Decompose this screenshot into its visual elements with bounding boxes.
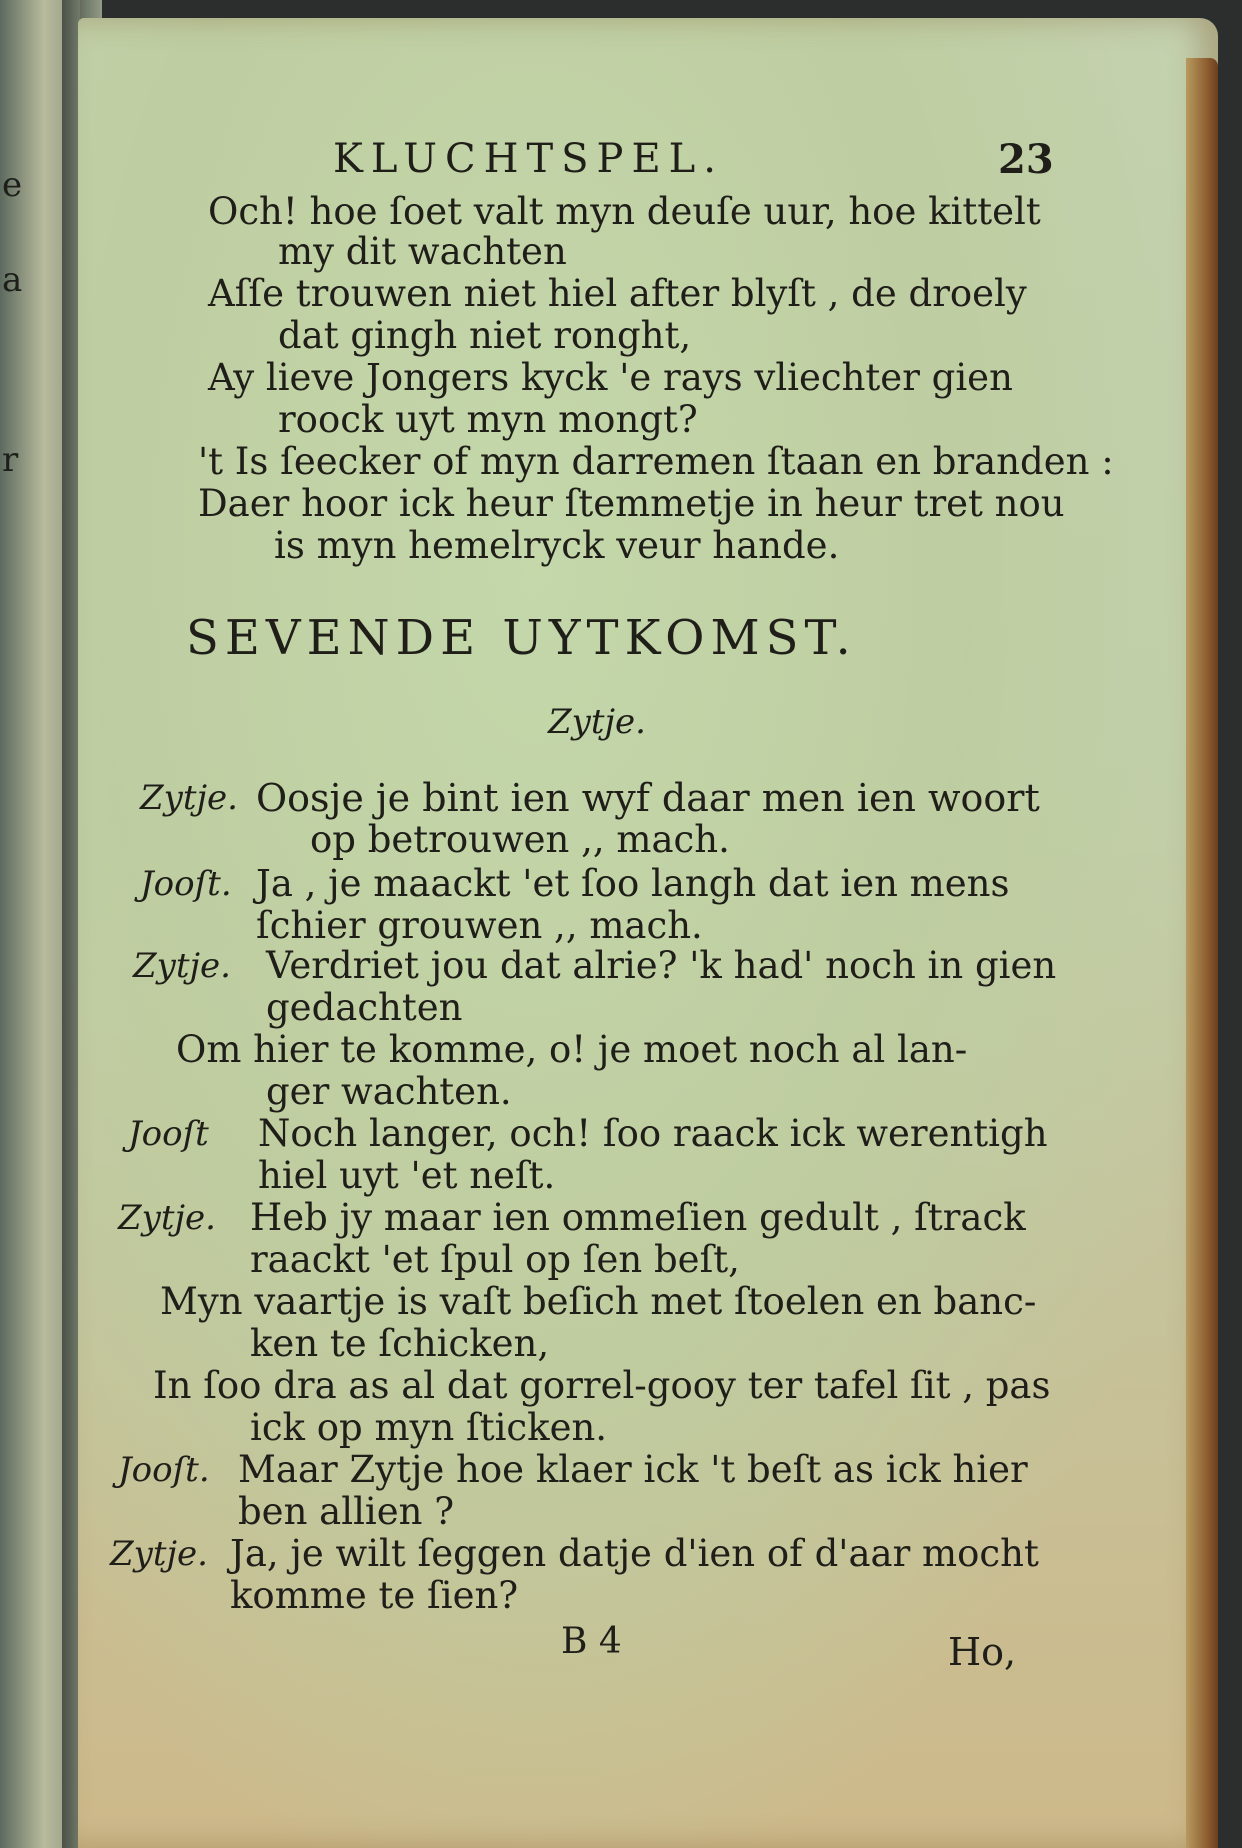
speaker-label: Zytje. bbox=[140, 778, 238, 818]
dialogue-line: Verdriet jou dat alrie? 'k had' noch in gien bbox=[266, 944, 1057, 987]
facing-page-letter: e bbox=[2, 165, 23, 205]
dialogue-line: komme te ſien? bbox=[230, 1574, 519, 1617]
dialogue-line: raackt 'et ſpul op ſen beſt, bbox=[250, 1238, 740, 1281]
signature-mark: B 4 bbox=[561, 1621, 622, 1662]
dialogue-line: Ja , je maackt 'et ſoo langh dat ien mens bbox=[256, 862, 1010, 905]
dialogue-line: hiel uyt 'et neſt. bbox=[258, 1154, 556, 1197]
dialogue-line: op betrouwen ,, mach. bbox=[310, 818, 730, 861]
dialogue-line: Myn vaartje is vaſt beſich met ſtoelen en banc- bbox=[160, 1280, 1037, 1323]
verse-line: dat gingh niet ronght, bbox=[278, 314, 692, 357]
dialogue-line: In ſoo dra as al dat gorrel-gooy ter tafel ſit , pas bbox=[153, 1364, 1051, 1407]
book-page bbox=[78, 18, 1218, 1848]
verse-line: Och! hoe ſoet valt myn deuſe uur, hoe kittelt bbox=[208, 190, 1041, 233]
dialogue-line: Heb jy maar ien ommeſien gedult , ſtrack bbox=[250, 1196, 1026, 1239]
dialogue-line: Om hier te komme, o! je moet noch al lan- bbox=[176, 1028, 968, 1071]
speaker-label: Jooſt. bbox=[140, 864, 232, 904]
dialogue-line: ger wachten. bbox=[266, 1070, 512, 1113]
speaker-label: Zytje. bbox=[133, 946, 231, 986]
speaker-label: Jooſt. bbox=[118, 1450, 210, 1490]
verse-line: Aſſe trouwen niet hiel after blyſt , de droely bbox=[208, 272, 1027, 315]
dialogue-line: ſchier grouwen ,, mach. bbox=[256, 904, 703, 947]
dialogue-line: ben allien ? bbox=[238, 1490, 455, 1533]
speaker-label: Zytje. bbox=[118, 1198, 216, 1238]
running-title: KLUCHTSPEL. bbox=[333, 136, 724, 182]
speaker-label: Jooſt bbox=[128, 1114, 209, 1154]
dialogue-line: Ja, je wilt ſeggen datje d'ien of d'aar mocht bbox=[230, 1532, 1039, 1575]
dialogue-line: gedachten bbox=[266, 986, 463, 1029]
dialogue-line: Noch langer, och! ſoo raack ick werentigh bbox=[258, 1112, 1048, 1155]
dialogue-line: ick op myn ſticken. bbox=[250, 1406, 608, 1449]
dialogue-line: ken te ſchicken, bbox=[250, 1322, 550, 1365]
verse-line: 't Is ſeecker of myn darremen ſtaan en branden : bbox=[198, 440, 1114, 483]
page-header bbox=[78, 136, 1218, 196]
speaker-label: Zytje. bbox=[110, 1534, 208, 1574]
page-fore-edge bbox=[1186, 58, 1218, 1848]
verse-line: my dit wachten bbox=[278, 230, 567, 273]
facing-page-letter: r bbox=[2, 440, 19, 480]
dialogue-line: Maar Zytje hoe klaer ick 't beſt as ick hier bbox=[238, 1448, 1028, 1491]
verse-line: roock uyt myn mongt? bbox=[278, 398, 698, 441]
section-title: SEVENDE UYTKOMST. bbox=[186, 610, 857, 666]
verse-line: Daer hoor ick heur ſtemmetje in heur tret nou bbox=[198, 482, 1065, 525]
dialogue-line: Oosje je bint ien wyf daar men ien woort bbox=[256, 776, 1040, 820]
verse-line: is myn hemelryck veur hande. bbox=[274, 524, 840, 567]
scene-character-list: Zytje. bbox=[548, 702, 646, 742]
catchword: Ho, bbox=[948, 1630, 1017, 1674]
facing-page-letter: a bbox=[2, 260, 23, 300]
page-number: 23 bbox=[998, 136, 1054, 183]
verse-line: Ay lieve Jongers kyck 'e rays vliechter gien bbox=[208, 356, 1013, 399]
